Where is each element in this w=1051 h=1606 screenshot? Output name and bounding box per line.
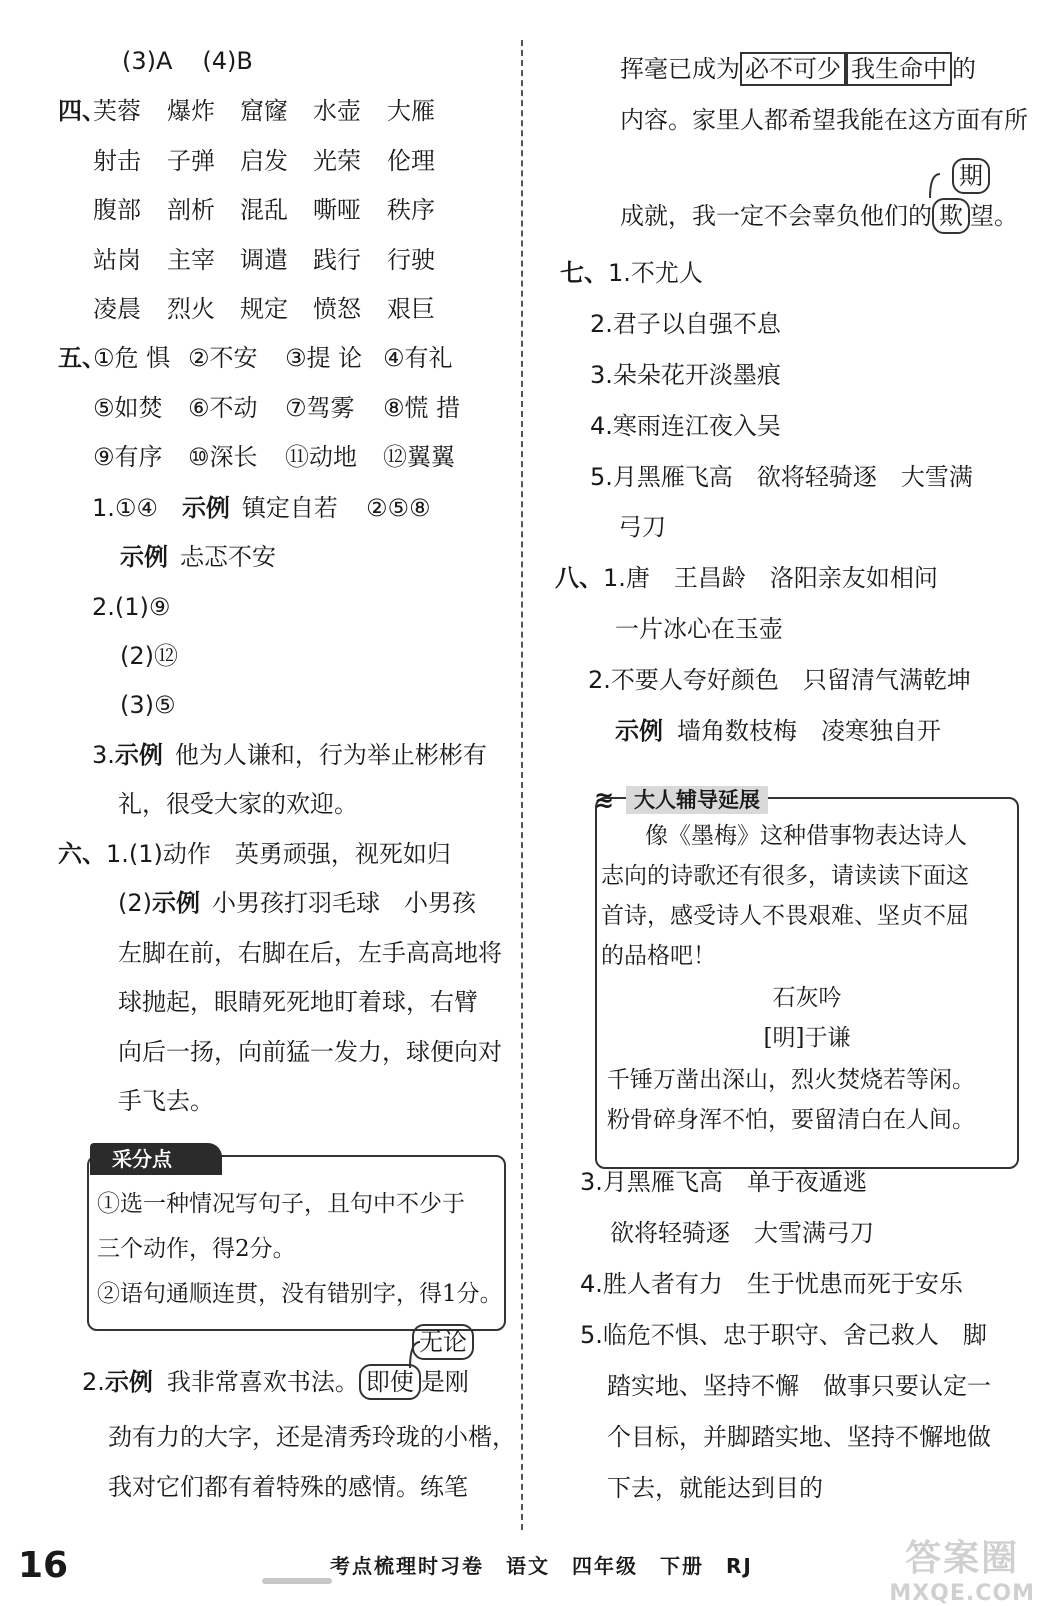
idiom-cell: ⑧慌 措	[383, 394, 461, 422]
idiom-cell: ②不安	[188, 344, 258, 372]
circled-error-left: 即使	[359, 1364, 421, 1400]
idiom-cell: ⑪动地	[285, 443, 357, 471]
circled-error-right: 欺	[932, 198, 970, 234]
wave-icon: ≋	[594, 786, 615, 814]
section-7-line4: 4.寒雨连江夜入吴	[590, 412, 781, 440]
s5-q1-line: 1.①④ 示例 镇定自若 ②⑤⑧	[92, 494, 431, 522]
section-7-line3: 3.朵朵花开淡墨痕	[590, 361, 781, 389]
section-7-line6: 弓刀	[618, 513, 666, 541]
word-cell: 光荣	[313, 147, 361, 175]
word-cell: 大雁	[387, 97, 435, 125]
section-6-line2: (2)示例 小男孩打羽毛球 小男孩	[118, 889, 476, 917]
s5-q2-line1: 2.(1)⑨	[92, 593, 171, 621]
word-cell: 践行	[313, 246, 361, 274]
word-cell: 混乱	[240, 196, 288, 224]
s6-q2-line3: 我对它们都有着特殊的感情。练笔	[108, 1473, 468, 1501]
idiom-cell: ⑦驾雾	[285, 394, 355, 422]
s8-after-line7: 下去，就能达到目的	[607, 1474, 823, 1502]
section-8-line4: 示例 墙角数枝梅 凌寒独自开	[615, 717, 941, 745]
extension-box-header	[594, 786, 768, 814]
section-6-line1: 六、1.(1)动作 英勇顽强，视死如归	[58, 840, 451, 868]
extension-box	[595, 797, 1019, 1169]
s5-q2-line2: (2)⑫	[120, 642, 178, 670]
extension-box-title: 大人辅导延展	[626, 786, 768, 814]
word-cell: 站岗	[93, 246, 141, 274]
poem-title: 石灰吟	[772, 985, 842, 1011]
word-cell: 启发	[240, 147, 288, 175]
s8-after-line4: 5.临危不惧、忠于职守、舍己救人 脚	[580, 1321, 987, 1349]
ext-line1: 像《墨梅》这种借事物表达诗人	[645, 823, 967, 849]
idiom-cell: ⑩深长	[188, 443, 258, 471]
score-point-line2: 三个动作，得2分。	[97, 1236, 296, 1262]
r-line3: 成就，我一定不会辜负他们的 欺 望。	[620, 198, 1018, 234]
score-points-box	[87, 1155, 506, 1331]
word-cell: 伦理	[387, 147, 435, 175]
s8-after-line6: 个目标，并脚踏实地、坚持不懈地做	[607, 1423, 991, 1451]
ext-line3: 首诗，感受诗人不畏艰难、坚贞不屈	[601, 903, 969, 929]
section-5-label: 五、	[58, 344, 106, 372]
word-cell: 剖析	[167, 196, 215, 224]
section-7-line1: 七、1.不尤人	[560, 259, 703, 287]
word-cell: 嘶哑	[313, 196, 361, 224]
watermark-logo: 答案圈 MXQE.COM	[889, 1538, 1035, 1606]
word-cell: 艰巨	[387, 295, 435, 323]
s5-q1-line2: 示例 忐忑不安	[120, 543, 276, 571]
s8-after-line1: 3.月黑雁飞高 单于夜遁逃	[580, 1168, 867, 1196]
idiom-cell: ③提 论	[285, 344, 363, 372]
section-6-line4: 球抛起，眼睛死死地盯着球，右臂	[118, 988, 478, 1016]
s6-q2-line1: 2.示例 我非常喜欢书法。 即使 是刚	[82, 1364, 469, 1400]
footer-decoration-bar	[262, 1578, 332, 1584]
word-cell: 子弹	[167, 147, 215, 175]
page-number: 16	[18, 1545, 69, 1586]
word-cell: 烈火	[167, 295, 215, 323]
s5-q3-line2: 礼，很受大家的欢迎。	[118, 790, 358, 818]
word-cell: 腹部	[93, 196, 141, 224]
score-points-tag: 采分点	[90, 1143, 222, 1175]
word-cell: 行驶	[387, 246, 435, 274]
poem-line2: 粉骨碎身浑不怕，要留清白在人间。	[607, 1107, 975, 1133]
s8-after-line5: 踏实地、坚持不懈 做事只要认定一	[607, 1372, 991, 1400]
s5-q3-line1: 3.示例 他为人谦和，行为举止彬彬有	[92, 741, 487, 769]
section-8-line1: 八、1.唐 王昌龄 洛阳亲友如相问	[555, 564, 938, 592]
section-8-line3: 2.不要人夸好颜色 只留清气满乾坤	[588, 666, 971, 694]
section-6-line3: 左脚在前，右脚在后，左手高高地将	[118, 939, 502, 967]
correction-word-right: 期	[952, 158, 990, 194]
word-cell: 芙蓉	[93, 97, 141, 125]
s8-after-line3: 4.胜人者有力 生于忧患而死于安乐	[580, 1270, 963, 1298]
word-cell: 秩序	[387, 196, 435, 224]
idiom-cell: ④有礼	[383, 344, 453, 372]
boxed-phrase-1: 必不可少	[740, 52, 846, 86]
word-cell: 水壶	[313, 97, 361, 125]
section-6-line6: 手飞去。	[118, 1087, 214, 1115]
idiom-cell: ①危 惧	[93, 344, 171, 372]
correction-word-left: 无论	[412, 1324, 474, 1360]
idiom-cell: ⑨有序	[93, 443, 163, 471]
section-6-line5: 向后一扬，向前猛一发力，球便向对	[118, 1038, 502, 1066]
word-cell: 凌晨	[93, 295, 141, 323]
footer-text: 考点梳理时习卷 语文 四年级 下册 RJ	[330, 1554, 753, 1578]
word-cell: 规定	[240, 295, 288, 323]
section-8-line2: 一片冰心在玉壶	[615, 615, 783, 643]
word-cell: 爆炸	[167, 97, 215, 125]
section-4-label: 四、	[58, 97, 106, 125]
section-7-line2: 2.君子以自强不息	[590, 310, 781, 338]
s5-q2-line3: (3)⑤	[120, 691, 176, 719]
column-divider	[521, 40, 523, 1530]
r-line2: 内容。家里人都希望我能在这方面有所	[620, 106, 1028, 134]
score-point-line1: ①选一种情况写句子，且句中不少于	[97, 1191, 465, 1217]
idiom-cell: ⑫翼翼	[383, 443, 455, 471]
word-cell: 窟窿	[240, 97, 288, 125]
section-7-line5: 5.月黑雁飞高 欲将轻骑逐 大雪满	[590, 463, 973, 491]
word-cell: 主宰	[167, 246, 215, 274]
ext-line2: 志向的诗歌还有很多，请读读下面这	[601, 863, 969, 889]
s8-after-line2: 欲将轻骑逐 大雪满弓刀	[610, 1219, 874, 1247]
word-cell: 射击	[93, 147, 141, 175]
ext-line4: 的品格吧！	[601, 943, 716, 969]
idiom-cell: ⑥不动	[188, 394, 258, 422]
poem-author: [明]于谦	[763, 1025, 851, 1051]
poem-line1: 千锤万凿出深山，烈火焚烧若等闲。	[607, 1067, 975, 1093]
idiom-cell: ⑤如焚	[93, 394, 163, 422]
r-line1: 挥毫已成为 必不可少 我生命中 的	[620, 52, 976, 86]
s6-q2-line2: 劲有力的大字，还是清秀玲珑的小楷，	[108, 1423, 516, 1451]
word-cell: 愤怒	[313, 295, 361, 323]
score-point-line3: ②语句通顺连贯，没有错别字，得1分。	[97, 1281, 503, 1307]
boxed-phrase-2: 我生命中	[846, 52, 952, 86]
answer-line-3-4: (3)A (4)B	[122, 47, 253, 75]
word-cell: 调遣	[240, 246, 288, 274]
